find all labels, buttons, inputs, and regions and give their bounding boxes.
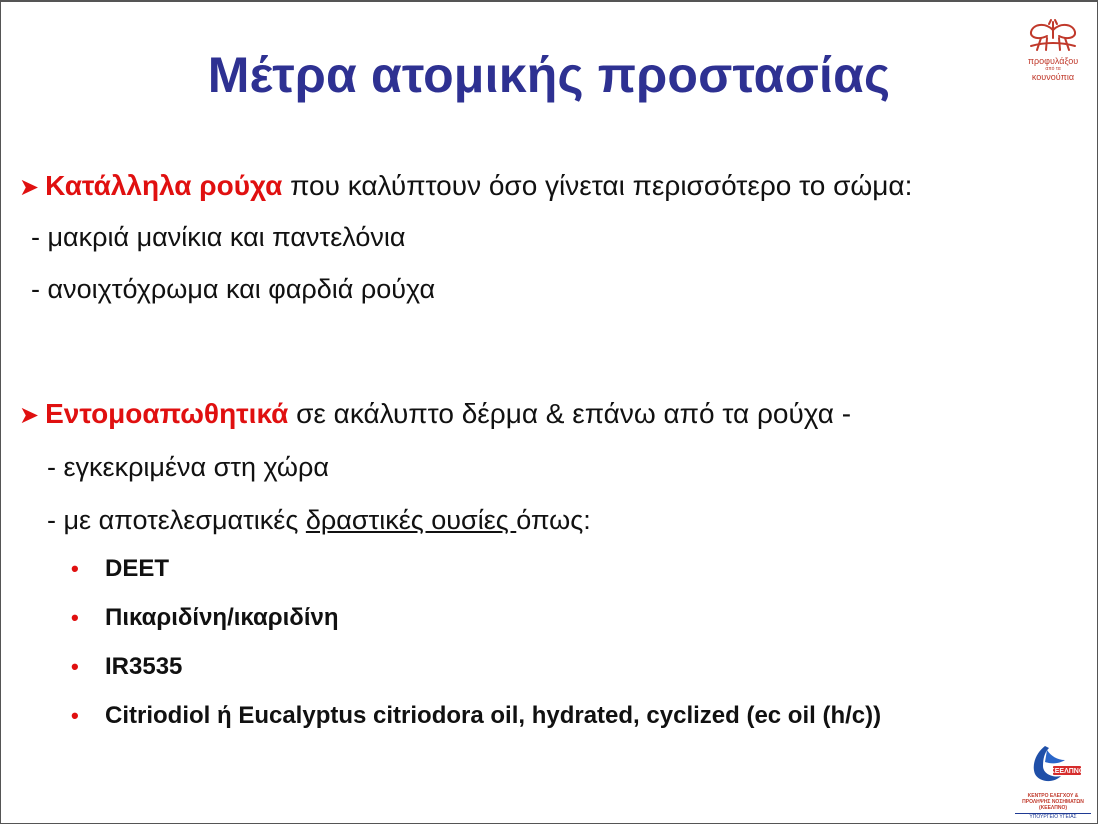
repellents-heading-line bbox=[19, 398, 851, 430]
substance-label: IR3535 bbox=[105, 653, 183, 680]
substances-prefix: - με αποτελεσματικές bbox=[47, 505, 306, 535]
substance-label: Πικαριδίνη/ικαριδίνη bbox=[105, 604, 339, 631]
logo-bottom-line1: ΚΕΝΤΡΟ ΕΛΕΓΧΟΥ & bbox=[1027, 793, 1079, 799]
slide-title: Μέτρα ατομικής προστασίας bbox=[207, 47, 891, 103]
clothing-description: που καλύπτουν όσο γίνεται περισσότερο το σώμα: bbox=[282, 170, 913, 201]
substance-item bbox=[71, 702, 881, 730]
logo-bottom-line3: ΥΠΟΥΡΓΕΙΟ ΥΓΕΙΑΣ bbox=[1015, 813, 1091, 820]
logo-top-line3: κουνούπια bbox=[1031, 72, 1075, 82]
substance-label: DEET bbox=[105, 555, 170, 582]
mosquito-logo-icon bbox=[1027, 16, 1079, 56]
bullet-dot-icon: • bbox=[71, 556, 79, 581]
mosquito-campaign-logo bbox=[1015, 16, 1091, 96]
logo-top-line1: προφυλάξου bbox=[1027, 56, 1079, 66]
logo-bottom-line2: ΠΡΟΛΗΨΗΣ ΝΟΣΗΜΑΤΩΝ (ΚΕΕΛΠΝΟ) bbox=[1022, 799, 1084, 811]
arrow-bullet-icon: ➤ bbox=[19, 402, 40, 429]
substances-suffix: όπως: bbox=[516, 505, 591, 535]
bullet-dot-icon: • bbox=[71, 654, 79, 679]
bullet-dot-icon: • bbox=[71, 605, 79, 630]
substance-item bbox=[71, 653, 182, 681]
keelpno-logo bbox=[1009, 742, 1097, 824]
clothing-item-light-colors: - ανοιχτόχρωμα και φαρδιά ρούχα bbox=[31, 274, 436, 304]
clothing-item-sleeves: - μακριά μανίκια και παντελόνια bbox=[31, 222, 406, 252]
clothing-heading: Κατάλληλα ρούχα bbox=[45, 170, 283, 201]
substance-item bbox=[71, 604, 339, 632]
clothing-heading-line bbox=[19, 170, 912, 202]
repellents-item-approved: - εγκεκριμένα στη χώρα bbox=[47, 452, 329, 482]
logo-top-line2: από τα bbox=[1045, 66, 1061, 72]
substance-item bbox=[71, 555, 169, 583]
repellents-description: σε ακάλυπτο δέρμα & επάνω από τα ρούχα - bbox=[288, 398, 852, 429]
substance-label: Citriodiol ή Eucalyptus citriodora oil, hydrated, cyclized (ec oil (h/c)) bbox=[105, 702, 882, 729]
repellents-heading: Εντομοαπωθητικά bbox=[45, 398, 289, 429]
bullet-dot-icon: • bbox=[71, 703, 79, 728]
keelpno-badge-text: ΚΕΕΛΠΝΟ bbox=[1049, 768, 1083, 775]
arrow-bullet-icon: ➤ bbox=[19, 174, 40, 201]
dove-logo-icon bbox=[1023, 742, 1083, 788]
substances-underlined: δραστικές ουσίες bbox=[305, 505, 517, 535]
repellents-item-substances bbox=[47, 505, 591, 536]
